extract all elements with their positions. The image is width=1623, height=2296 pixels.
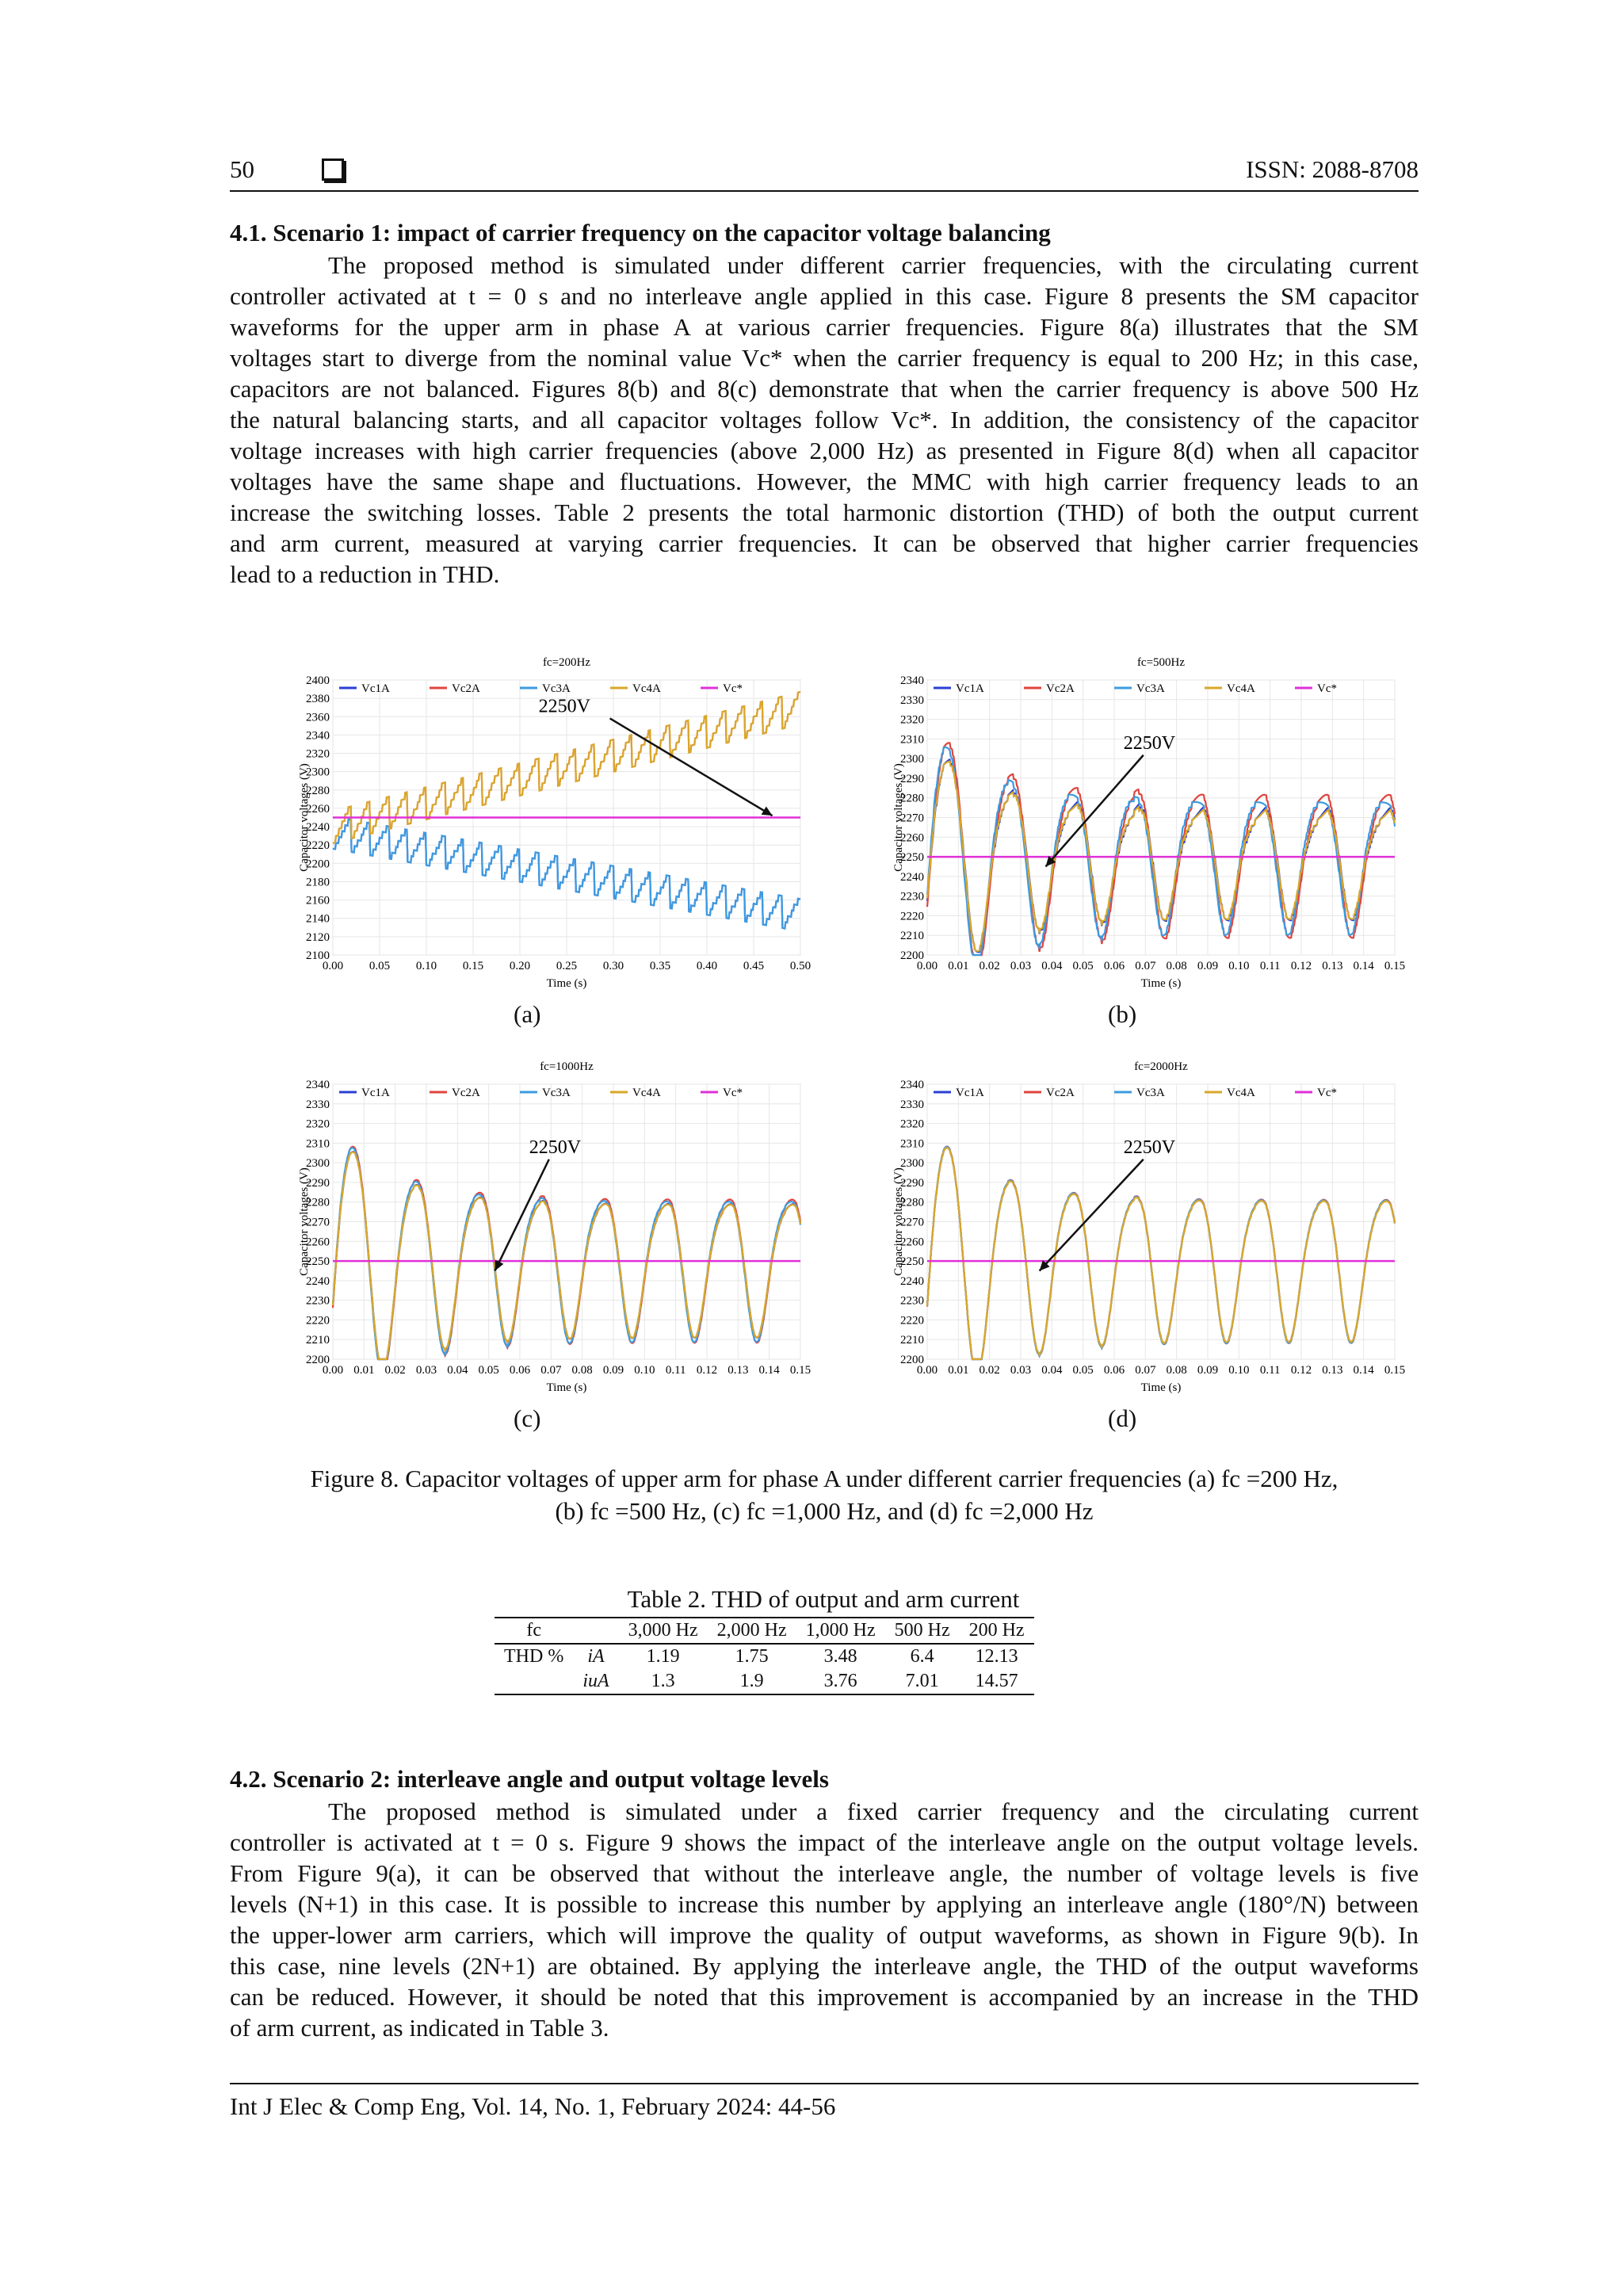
x-tick-label: 0.06	[509, 1364, 531, 1377]
x-tick-label: 0.05	[369, 960, 391, 972]
y-tick-label: 2220	[306, 1314, 330, 1328]
x-tick-label: 0.15	[789, 1364, 812, 1377]
table-cell: iuA	[582, 1671, 609, 1691]
text-line: and arm current, measured at varying carrier frequencies. It can be observed that higher carrier frequencies	[230, 529, 1419, 557]
legend-label: Vc1A	[956, 1087, 984, 1099]
x-tick-label: 0.09	[602, 1364, 624, 1377]
x-tick-label: 0.12	[696, 1364, 718, 1377]
legend-label: Vc1A	[361, 682, 390, 695]
y-tick-label: 2280	[306, 784, 330, 797]
y-tick-label: 2330	[900, 693, 924, 707]
y-tick-label: 2210	[306, 1334, 330, 1347]
x-axis-label: Time (s)	[1140, 1381, 1182, 1394]
y-tick-label: 2100	[306, 949, 330, 962]
x-tick-label: 0.05	[478, 1364, 499, 1377]
y-tick-label: 2280	[900, 1196, 924, 1209]
legend-label: Vc3A	[542, 682, 571, 695]
x-tick-label: 0.10	[1228, 1364, 1250, 1377]
y-tick-label: 2200	[900, 1354, 924, 1366]
table-header-cell: 1,000 Hz	[805, 1620, 876, 1641]
annotation-label: 2250V	[1123, 732, 1176, 754]
legend-label: Vc3A	[542, 1087, 571, 1099]
y-tick-label: 2290	[900, 772, 924, 785]
table-header-cell: 200 Hz	[968, 1620, 1025, 1641]
x-tick-label: 0.20	[509, 960, 531, 972]
x-tick-label: 0.11	[1259, 1364, 1281, 1377]
y-tick-label: 2310	[900, 733, 924, 747]
legend-label: Vc*	[723, 1087, 743, 1099]
x-tick-label: 0.01	[948, 1364, 969, 1377]
y-tick-label: 2340	[900, 674, 924, 687]
y-tick-label: 2180	[306, 876, 330, 889]
text-line: The proposed method is simulated under different carrier frequencies, with the circulating current	[328, 251, 1419, 279]
x-axis-label: Time (s)	[1140, 977, 1182, 990]
x-tick-label: 0.11	[665, 1364, 686, 1377]
y-tick-label: 2280	[900, 792, 924, 805]
figure-caption-line: (b) fc =500 Hz, (c) fc =1,000 Hz, and (d) fc =2,000 Hz	[555, 1497, 1094, 1525]
x-tick-label: 0.13	[1322, 960, 1343, 972]
y-tick-label: 2270	[900, 812, 924, 825]
legend-label: Vc2A	[1046, 1087, 1075, 1099]
legend-label: Vc1A	[361, 1087, 390, 1099]
figure-caption-line: Figure 8. Capacitor voltages of upper arm for phase A under different carrier frequencies (a) fc =200 Hz,	[310, 1465, 1338, 1492]
y-tick-label: 2340	[900, 1079, 924, 1091]
y-tick-label: 2160	[306, 894, 330, 907]
x-tick-label: 0.08	[1166, 1364, 1187, 1377]
checkbox-square-icon	[322, 159, 344, 181]
y-tick-label: 2240	[900, 870, 924, 884]
section-1-body	[230, 250, 1419, 590]
table-cell: 3.76	[823, 1671, 857, 1691]
x-tick-label: 0.05	[1072, 1364, 1094, 1377]
x-tick-label: 0.08	[1166, 960, 1187, 972]
x-tick-label: 0.03	[415, 1364, 437, 1377]
table-cell: 1.3	[651, 1671, 675, 1691]
x-tick-label: 0.08	[571, 1364, 593, 1377]
table-header-cell: fc	[526, 1620, 541, 1641]
y-tick-label: 2320	[306, 1117, 330, 1131]
chart-title: fc=2000Hz	[1134, 1060, 1188, 1073]
x-tick-label: 0.07	[1135, 1364, 1156, 1377]
legend-label: Vc2A	[1046, 682, 1075, 695]
chart-b	[832, 650, 1411, 999]
annotation-label: 2250V	[538, 696, 590, 717]
y-tick-label: 2400	[306, 674, 330, 687]
y-tick-label: 2270	[900, 1216, 924, 1229]
table-cell: 7.01	[905, 1671, 939, 1691]
x-tick-label: 0.35	[649, 960, 671, 972]
y-tick-label: 2280	[306, 1196, 330, 1209]
y-tick-label: 2260	[306, 802, 330, 816]
y-tick-label: 2300	[900, 753, 924, 766]
x-tick-label: 0.00	[322, 960, 344, 972]
y-tick-label: 2260	[306, 1236, 330, 1249]
y-tick-label: 2230	[900, 890, 924, 904]
y-tick-label: 2210	[900, 930, 924, 943]
x-tick-label: 0.06	[1103, 1364, 1125, 1377]
y-tick-label: 2300	[306, 1157, 330, 1171]
chart-d	[832, 1054, 1411, 1403]
y-tick-label: 2320	[306, 747, 330, 761]
x-tick-label: 0.05	[1072, 960, 1094, 972]
table-cell: 12.13	[975, 1646, 1018, 1667]
x-tick-label: 0.14	[1353, 960, 1374, 972]
y-tick-label: 2270	[306, 1216, 330, 1229]
legend-label: Vc*	[1317, 682, 1337, 695]
y-tick-label: 2360	[306, 711, 330, 724]
legend-label: Vc4A	[632, 1087, 661, 1099]
x-tick-label: 0.10	[1228, 960, 1250, 972]
y-tick-label: 2220	[306, 839, 330, 853]
table-cell: THD %	[504, 1646, 564, 1667]
header-rule	[230, 190, 1419, 192]
issn: ISSN: 2088-8708	[1246, 155, 1419, 183]
legend-label: Vc3A	[1136, 682, 1165, 695]
y-tick-label: 2250	[900, 1255, 924, 1269]
y-tick-label: 2290	[900, 1176, 924, 1190]
y-tick-label: 2330	[900, 1098, 924, 1111]
y-axis-label: Capacitor voltages (V)	[892, 1167, 905, 1276]
x-axis-label: Time (s)	[546, 977, 587, 990]
legend-label: Vc*	[723, 682, 743, 695]
x-tick-label: 0.13	[727, 1364, 749, 1377]
y-tick-label: 2200	[306, 858, 330, 871]
subfigure-label-a: (a)	[514, 1000, 541, 1028]
chart-title: fc=1000Hz	[540, 1060, 594, 1073]
y-tick-label: 2290	[306, 1176, 330, 1190]
x-tick-label: 0.14	[1353, 1364, 1374, 1377]
y-tick-label: 2210	[900, 1334, 924, 1347]
legend-label: Vc2A	[452, 1087, 480, 1099]
x-tick-label: 0.10	[634, 1364, 655, 1377]
x-tick-label: 0.00	[322, 1364, 344, 1377]
table-row	[495, 1669, 1034, 1694]
table-cell: 1.75	[735, 1646, 769, 1667]
text-line: increase the switching losses. Table 2 presents the total harmonic distortion (THD) of both the output current	[230, 499, 1419, 526]
y-tick-label: 2240	[306, 821, 330, 835]
subfigure-label-b: (b)	[1108, 1000, 1137, 1028]
chart-a-svg	[238, 650, 816, 999]
text-line: voltage increases with high carrier frequencies (above 2,000 Hz) as presented in Figure 8(d) when all capacitor	[230, 437, 1419, 464]
y-axis-label: Capacitor voltages (V)	[298, 1167, 311, 1276]
legend-label: Vc3A	[1136, 1087, 1165, 1099]
x-tick-label: 0.45	[743, 960, 765, 972]
annotation-label: 2250V	[1123, 1137, 1176, 1158]
text-line: can be reduced. However, it should be noted that this improvement is accompanied by an increase in the THD	[230, 1983, 1419, 2011]
chart-d-svg	[832, 1054, 1411, 1403]
x-tick-label: 0.00	[916, 1364, 938, 1377]
text-line: capacitors are not balanced. Figures 8(b) and 8(c) demonstrate that when the carrier frequency is above 500 Hz	[230, 375, 1419, 403]
annotation-label: 2250V	[529, 1137, 582, 1158]
legend-label: Vc1A	[956, 682, 984, 695]
chart-title: fc=200Hz	[542, 656, 591, 669]
y-tick-label: 2240	[306, 1274, 330, 1288]
chart-c	[238, 1054, 816, 1403]
table-2	[495, 1617, 1034, 1695]
text-line: controller activated at t = 0 s and no interleave angle applied in this case. Figure 8 presents the SM capacitor	[230, 282, 1419, 310]
x-tick-label: 0.25	[556, 960, 578, 972]
footer-rule	[230, 2083, 1419, 2084]
table-header-cell: 3,000 Hz	[628, 1620, 698, 1641]
legend-label: Vc4A	[632, 682, 661, 695]
page-number: 50	[230, 155, 254, 183]
y-tick-label: 2310	[900, 1137, 924, 1151]
x-tick-label: 0.02	[979, 960, 1000, 972]
chart-a	[238, 650, 816, 999]
y-tick-label: 2300	[900, 1157, 924, 1171]
y-tick-label: 2200	[900, 949, 924, 962]
text-line: The proposed method is simulated under a fixed carrier frequency and the circulating current	[328, 1797, 1419, 1825]
table-cell: 14.57	[975, 1671, 1018, 1691]
x-tick-label: 0.02	[979, 1364, 1000, 1377]
y-axis-label: Capacitor voltages (V)	[892, 763, 905, 872]
subfigure-label-c: (c)	[514, 1404, 541, 1432]
x-tick-label: 0.07	[540, 1364, 562, 1377]
y-tick-label: 2300	[306, 766, 330, 779]
legend-label: Vc4A	[1227, 682, 1255, 695]
table-cell	[495, 1669, 573, 1694]
y-tick-label: 2240	[900, 1274, 924, 1288]
x-tick-label: 0.00	[916, 960, 938, 972]
y-tick-label: 2220	[900, 1314, 924, 1328]
x-tick-label: 0.14	[758, 1364, 780, 1377]
x-tick-label: 0.15	[462, 960, 484, 972]
x-tick-label: 0.12	[1290, 1364, 1312, 1377]
page-header	[230, 155, 1419, 187]
section-2-body	[230, 1796, 1419, 2043]
x-tick-label: 0.09	[1197, 960, 1219, 972]
y-tick-label: 2320	[900, 713, 924, 727]
y-tick-label: 2120	[306, 930, 330, 944]
text-line: of arm current, as indicated in Table 3.	[230, 2014, 609, 2042]
y-tick-label: 2230	[306, 1294, 330, 1308]
subfigure-label-d: (d)	[1108, 1404, 1137, 1432]
y-tick-label: 2260	[900, 831, 924, 845]
table-header-cell: 2,000 Hz	[716, 1620, 787, 1641]
legend-label: Vc*	[1317, 1087, 1337, 1099]
y-tick-label: 2230	[900, 1294, 924, 1308]
x-tick-label: 0.04	[447, 1364, 468, 1377]
x-tick-label: 0.04	[1041, 1364, 1063, 1377]
table-header-cell: 500 Hz	[894, 1620, 950, 1641]
x-tick-label: 0.07	[1135, 960, 1156, 972]
table-header-cell	[573, 1618, 618, 1644]
table-2-caption: Table 2. THD of output and arm current	[627, 1585, 1020, 1613]
y-tick-label: 2380	[306, 693, 330, 706]
x-tick-label: 0.01	[948, 960, 969, 972]
x-tick-label: 0.50	[789, 960, 812, 972]
y-axis-label: Capacitor voltages (V)	[298, 763, 311, 872]
x-tick-label: 0.11	[1259, 960, 1281, 972]
y-tick-label: 2200	[306, 1354, 330, 1366]
x-tick-label: 0.30	[602, 960, 624, 972]
y-tick-label: 2260	[900, 1236, 924, 1249]
table-cell: 6.4	[910, 1646, 934, 1667]
text-line: levels (N+1) in this case. It is possible to increase this number by applying an interleave angle (180°/N) between	[230, 1890, 1419, 1918]
y-tick-label: 2250	[900, 851, 924, 865]
text-line: waveforms for the upper arm in phase A at various carrier frequencies. Figure 8(a) illustrates that the SM	[230, 313, 1419, 341]
x-tick-label: 0.01	[353, 1364, 375, 1377]
text-line: From Figure 9(a), it can be observed that without the interleave angle, the number of voltage levels is five	[230, 1859, 1419, 1887]
text-line: lead to a reduction in THD.	[230, 560, 500, 588]
x-tick-label: 0.10	[415, 960, 437, 972]
table-cell: 3.48	[823, 1646, 857, 1667]
y-tick-label: 2320	[900, 1117, 924, 1131]
x-tick-label: 0.13	[1322, 1364, 1343, 1377]
x-tick-label: 0.04	[1041, 960, 1063, 972]
text-line: controller is activated at t = 0 s. Figure 9 shows the impact of the interleave angle on the output voltage levels.	[230, 1828, 1419, 1856]
chart-c-svg	[238, 1054, 816, 1403]
table-header-row	[495, 1618, 1034, 1644]
table-row	[495, 1644, 1034, 1669]
section-2-title: 4.2. Scenario 2: interleave angle and output voltage levels	[230, 1765, 829, 1793]
x-axis-label: Time (s)	[546, 1381, 587, 1394]
x-tick-label: 0.03	[1010, 1364, 1032, 1377]
x-tick-label: 0.15	[1384, 960, 1406, 972]
text-line: voltages have the same shape and fluctuations. However, the MMC with high carrier frequency leads to an	[230, 468, 1419, 495]
text-line: voltages start to diverge from the nominal value Vc* when the carrier frequency is equal to 200 Hz; in this case,	[230, 344, 1419, 372]
y-tick-label: 2340	[306, 729, 330, 743]
legend-label: Vc2A	[452, 682, 480, 695]
section-1-title: 4.1. Scenario 1: impact of carrier frequency on the capacitor voltage balancing	[230, 219, 1051, 246]
y-tick-label: 2310	[306, 1137, 330, 1151]
x-tick-label: 0.06	[1103, 960, 1125, 972]
figure-8-caption	[230, 1462, 1419, 1527]
table-cell: 1.9	[739, 1671, 764, 1691]
text-line: the natural balancing starts, and all capacitor voltages follow Vc*. In addition, the consistency of the capacitor	[230, 406, 1419, 434]
y-tick-label: 2140	[306, 912, 330, 926]
x-tick-label: 0.40	[696, 960, 718, 972]
y-tick-label: 2250	[306, 1255, 330, 1269]
x-tick-label: 0.02	[384, 1364, 406, 1377]
legend-label: Vc4A	[1227, 1087, 1255, 1099]
x-tick-label: 0.12	[1290, 960, 1312, 972]
y-tick-label: 2330	[306, 1098, 330, 1111]
x-tick-label: 0.03	[1010, 960, 1032, 972]
x-tick-label: 0.09	[1197, 1364, 1219, 1377]
table-cell: 1.19	[646, 1646, 680, 1667]
text-line: the upper-lower arm carriers, which will improve the quality of output waveforms, as shown in Figure 9(b). In	[230, 1921, 1419, 1949]
x-tick-label: 0.15	[1384, 1364, 1406, 1377]
y-tick-label: 2340	[306, 1079, 330, 1091]
footer-citation: Int J Elec & Comp Eng, Vol. 14, No. 1, February 2024: 44-56	[230, 2092, 836, 2120]
text-line: this case, nine levels (2N+1) are obtained. By applying the interleave angle, the THD of the output waveforms	[230, 1952, 1419, 1980]
table-cell: iA	[587, 1646, 605, 1667]
y-tick-label: 2220	[900, 910, 924, 923]
chart-title: fc=500Hz	[1136, 656, 1186, 669]
chart-b-svg	[832, 650, 1411, 999]
